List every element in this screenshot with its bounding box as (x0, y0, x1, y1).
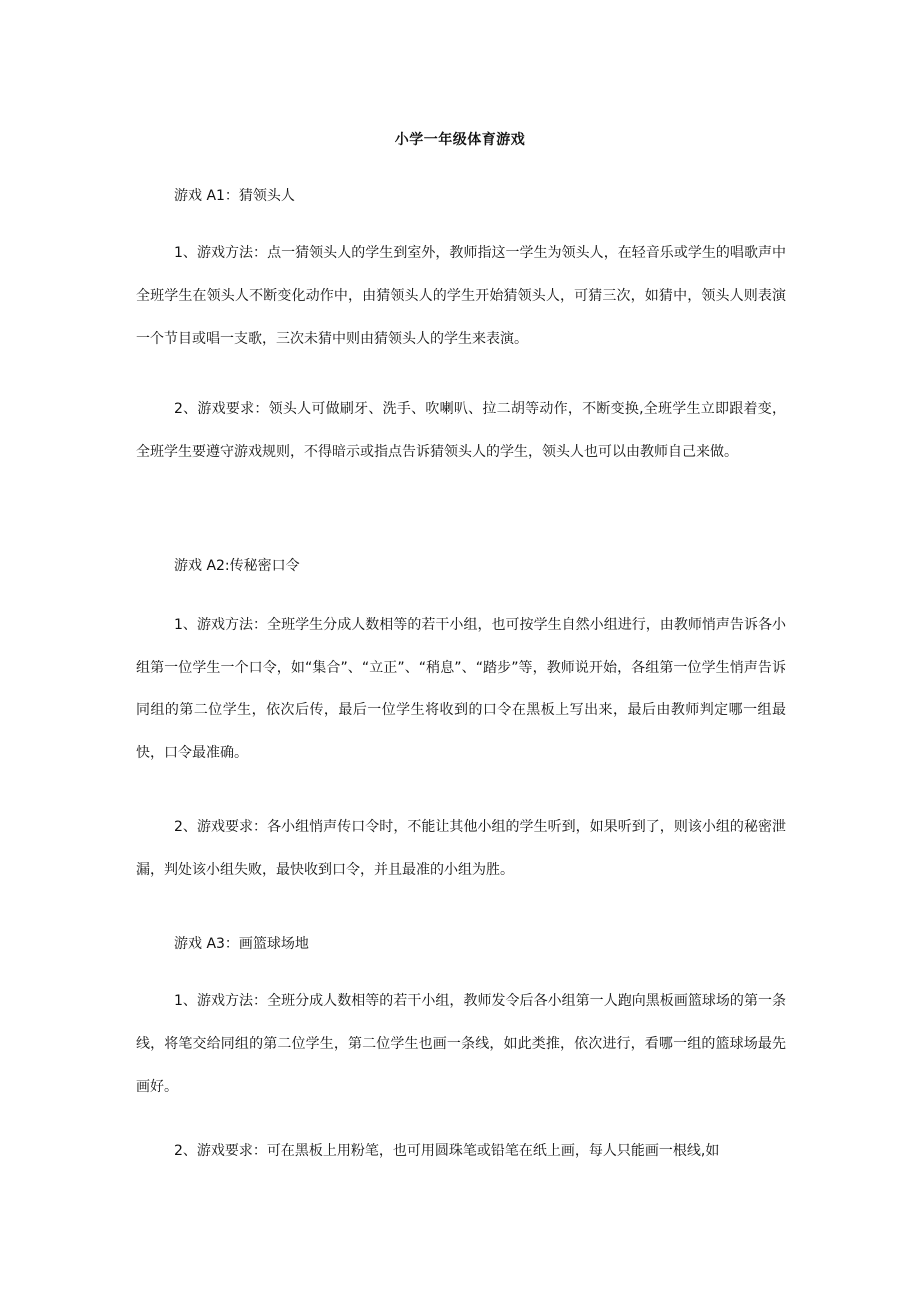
paragraph-a3-requirement: 2、游戏要求：可在黑板上用粉笔，也可用圆珠笔或铅笔在纸上画，每人只能画一根线,如 (174, 1143, 720, 1159)
paragraph-a2-method: 1、游戏方法：全班学生分成人数相等的若干小组，也可按学生自然小组进行，由教师悄声告诉各小组第一位学生一个口令，如“集合”、“立正”、“稍息”、“踏步”等，教师说开始，各组第一位学生悄声告诉同组的第二位学生，依次后传，最后一位学生将收到的口令在黑板上写出来，最后由教师判定哪一组最快，口令最准确。 (136, 617, 786, 761)
paragraph-a3-method: 1、游戏方法：全班分成人数相等的若干小组，教师发令后各小组第一人跑向黑板画篮球场的第一条线，将笔交给同组的第二位学生，第二位学生也画一条线，如此类推，依次进行，看哪一组的篮球场最先画好。 (136, 993, 786, 1095)
section-heading-a1: 游戏 A1：猜领头人 (174, 188, 295, 204)
paragraph-a1-requirement: 2、游戏要求：领头人可做刷牙、洗手、吹喇叭、拉二胡等动作，不断变换,全班学生立即跟着变，全班学生要遵守游戏规则，不得暗示或指点告诉猜领头人的学生，领头人也可以由教师自己来做。 (136, 401, 786, 460)
section-heading-a2: 游戏 A2:传秘密口令 (174, 558, 300, 574)
section-heading-a3: 游戏 A3：画篮球场地 (174, 936, 309, 952)
paragraph-a1-method: 1、游戏方法：点一猜领头人的学生到室外，教师指这一学生为领头人，在轻音乐或学生的唱歌声中全班学生在领头人不断变化动作中，由猜领头人的学生开始猜领头人，可猜三次，如猜中，领头人则表演一个节目或唱一支歌，三次未猜中则由猜领头人的学生来表演。 (136, 245, 786, 347)
document-title: 小学一年级体育游戏 (394, 132, 526, 148)
paragraph-a2-requirement: 2、游戏要求：各小组悄声传口令时，不能让其他小组的学生听到，如果听到了，则该小组的秘密泄漏，判处该小组失败，最快收到口令，并且最准的小组为胜。 (136, 819, 786, 878)
